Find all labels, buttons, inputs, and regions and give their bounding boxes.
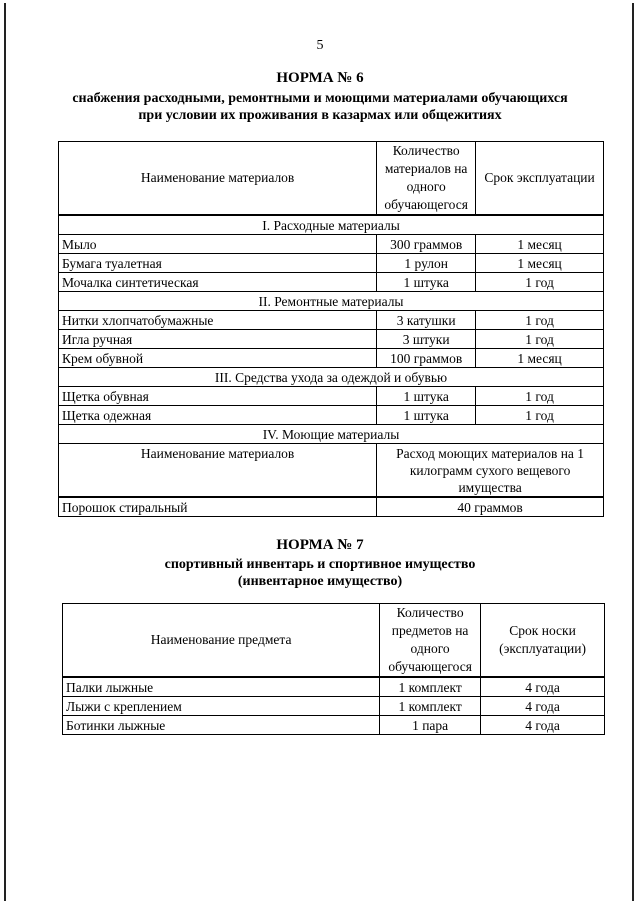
section-row	[59, 291, 604, 310]
material-name: Нитки хлопчатобумажные	[59, 310, 377, 329]
norm7-table	[62, 603, 605, 735]
item-qty: 1 комплект	[380, 677, 481, 696]
item-term: 4 года	[481, 696, 605, 715]
material-term: 1 год	[476, 310, 604, 329]
material-term: 1 год	[476, 405, 604, 424]
item-term: 4 года	[481, 677, 605, 696]
table-row	[59, 329, 604, 348]
material-qty: 3 штуки	[377, 329, 476, 348]
material-term: 1 год	[476, 386, 604, 405]
material-name: Мыло	[59, 234, 377, 253]
item-name: Палки лыжные	[63, 677, 380, 696]
material-qty: 100 граммов	[377, 348, 476, 367]
material-name: Крем обувной	[59, 348, 377, 367]
section-title: I. Расходные материалы	[59, 215, 604, 234]
material-qty: 300 граммов	[377, 234, 476, 253]
table-row	[59, 497, 604, 517]
norm7-title: НОРМА № 7	[276, 537, 364, 553]
material-name: Щетка одежная	[59, 405, 377, 424]
norm7-header-term: Срок носки (эксплуатации)	[481, 604, 605, 678]
norm6-subtitle-line2: при условии их проживания в казармах или общежитиях	[138, 108, 502, 123]
table-row	[63, 715, 605, 734]
section4-name-header: Наименование материалов	[59, 443, 377, 497]
norm6-header-row	[59, 142, 604, 216]
material-name: Мочалка синтетическая	[59, 272, 377, 291]
material-qty: 1 штука	[377, 386, 476, 405]
norm6-table	[58, 141, 604, 517]
material-qty: 1 штука	[377, 405, 476, 424]
section-title: III. Средства ухода за одеждой и обувью	[59, 367, 604, 386]
section4-consumption-header: Расход моющих материалов на 1 килограмм сухого вещевого имущества	[377, 443, 604, 497]
material-qty: 1 штука	[377, 272, 476, 291]
table-row	[63, 696, 605, 715]
material-term: 1 месяц	[476, 234, 604, 253]
table-row	[59, 386, 604, 405]
material-term: 1 месяц	[476, 253, 604, 272]
material-term: 1 месяц	[476, 348, 604, 367]
section-title: IV. Моющие материалы	[59, 424, 604, 443]
material-name: Бумага туалетная	[59, 253, 377, 272]
section-title: II. Ремонтные материалы	[59, 291, 604, 310]
norm6-header-term: Срок эксплуатации	[476, 142, 604, 216]
table-row	[59, 253, 604, 272]
material-name: Игла ручная	[59, 329, 377, 348]
material-name: Щетка обувная	[59, 386, 377, 405]
norm6-title: НОРМА № 6	[276, 70, 364, 86]
norm6-subtitle-line1: снабжения расходными, ремонтными и моющими материалами обучающихся	[72, 91, 568, 106]
section-row	[59, 367, 604, 386]
material-consumption: 40 граммов	[377, 497, 604, 517]
material-term: 1 год	[476, 272, 604, 291]
table-row	[63, 677, 605, 696]
page-number: 5	[316, 38, 324, 53]
material-qty: 3 катушки	[377, 310, 476, 329]
norm7-subtitle-line1: спортивный инвентарь и спортивное имущество	[164, 557, 476, 572]
material-name: Порошок стиральный	[59, 497, 377, 517]
norm6-header-qty: Количество материалов на одного обучающегося	[377, 142, 476, 216]
norm7-header-name: Наименование предмета	[63, 604, 380, 678]
section-row	[59, 424, 604, 443]
norm7-header-row	[63, 604, 605, 678]
material-term: 1 год	[476, 329, 604, 348]
item-qty: 1 комплект	[380, 696, 481, 715]
norm7-header-qty: Количество предметов на одного обучающегося	[380, 604, 481, 678]
item-term: 4 года	[481, 715, 605, 734]
table-row	[59, 272, 604, 291]
table-row	[59, 405, 604, 424]
section4-header-row	[59, 443, 604, 497]
norm7-subtitle-line2: (инвентарное имущество)	[237, 574, 403, 589]
norm6-header-name: Наименование материалов	[59, 142, 377, 216]
item-name: Лыжи с креплением	[63, 696, 380, 715]
item-name: Ботинки лыжные	[63, 715, 380, 734]
material-qty: 1 рулон	[377, 253, 476, 272]
table-row	[59, 310, 604, 329]
section-row	[59, 215, 604, 234]
table-row	[59, 234, 604, 253]
item-qty: 1 пара	[380, 715, 481, 734]
table-row	[59, 348, 604, 367]
